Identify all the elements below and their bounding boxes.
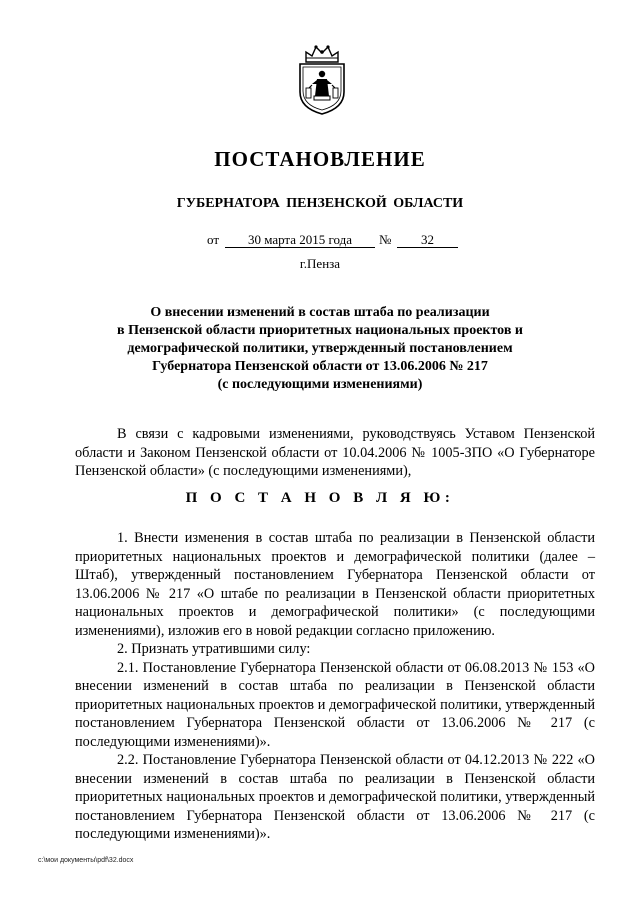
coat-of-arms-icon: [292, 44, 352, 116]
decree-body: [75, 529, 595, 844]
file-path-footer: c:\мои документы\pdf\32.docx: [38, 857, 134, 864]
paragraph-2-1: 2.1. Постановление Губернатора Пензенской области от 06.08.2013 № 153 «О внесении изменений в состав штаба по реализации в Пензенской области приоритетных национальных проектов и демографической политики, утвержденный постановлением Губернатора Пензенской области от 13.06.2006 № 217 (с последующими изменениями)».: [75, 659, 595, 750]
date-number-line: [0, 232, 640, 250]
preamble: В связи с кадровыми изменениями, руководствуясь Уставом Пензенской области и Законом Пензенской области от 10.04.2006 № 1005-ЗПО «О Губернаторе Пензенской области» (с последующими изменениями),: [75, 426, 595, 479]
number-prefix: №: [379, 232, 392, 247]
subject-line: Губернатора Пензенской области от 13.06.2006 № 217: [152, 359, 488, 374]
document-issuer: ГУБЕРНАТОРА ПЕНЗЕНСКОЙ ОБЛАСТИ: [176, 196, 464, 211]
document-number: 32: [397, 232, 458, 248]
date-prefix: от: [207, 232, 220, 247]
paragraph-1: 1. Внести изменения в состав штаба по реализации в Пензенской области приоритетных национальных проектов и демографической политики (далее – Штаб), утвержденный постановлением Губернатора Пензенской области от 13.06.2006 № 217 «О штабе по реализации в Пензенской области приоритетных национальных проектов и демографической политики» (с последующими изменениями), изложив его в новой редакции согласно приложению.: [75, 530, 595, 639]
document-date: 30 марта 2015 года: [225, 232, 375, 248]
city: г.Пенза: [299, 256, 341, 271]
subject-line: (с последующими изменениями): [217, 377, 423, 392]
subject-line: О внесении изменений в состав штаба по реализации: [150, 305, 490, 320]
preamble-block: [75, 425, 595, 481]
subject-line: демографической политики, утвержденный постановлением: [127, 341, 513, 356]
decree-heading: П О С Т А Н О В Л Я Ю:: [185, 490, 455, 506]
paragraph-2-2: 2.2. Постановление Губернатора Пензенской области от 04.12.2013 № 222 «О внесении изменений в состав штаба по реализации в Пензенской области приоритетных национальных проектов и демографической политики, утвержденный постановлением Губернатора Пензенской области от 13.06.2006 № 217 (с последующими изменениями)».: [75, 752, 595, 842]
paragraph-2: 2. Признать утратившими силу:: [117, 641, 311, 657]
document-subject: [100, 304, 540, 394]
subject-line: в Пензенской области приоритетных национальных проектов и: [117, 323, 523, 338]
document-title: ПОСТАНОВЛЕНИЕ: [214, 147, 426, 171]
